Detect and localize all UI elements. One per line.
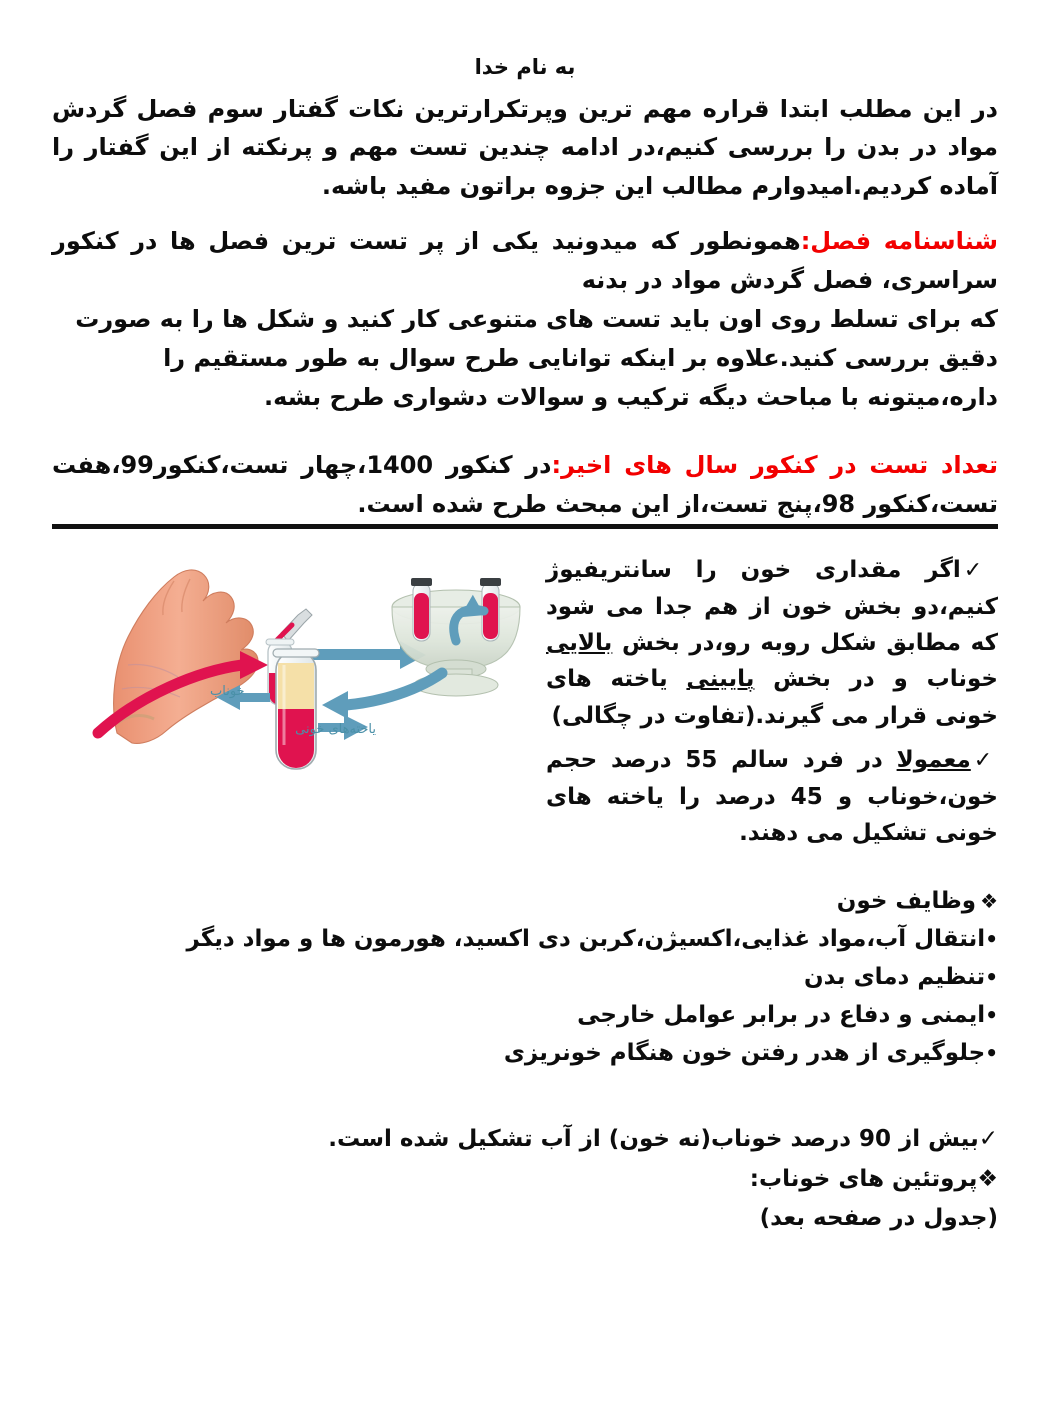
horizontal-divider — [52, 524, 998, 529]
function-item-text: جلوگیری از هدر رفتن خون هنگام خونریزی — [503, 1039, 986, 1066]
next-page-note: (جدول در صفحه بعد) — [759, 1205, 998, 1232]
blood-centrifugation-figure — [70, 545, 540, 780]
function-item-clotting — [52, 1036, 998, 1071]
centrifuge — [392, 578, 520, 696]
plasma-proteins-heading-row — [52, 1162, 998, 1198]
dot-bullet-icon: • — [985, 1002, 998, 1027]
bismillah-title: به نام خدا — [474, 55, 576, 79]
function-item-temperature — [52, 960, 998, 995]
function-item-text: تنظیم دمای بدن — [804, 963, 986, 990]
chapter-identity-body: همونطور که میدونید یکی از پر تست ترین فصل ها در کنکور سراسری، فصل گردش مواد در بدنه — [52, 227, 998, 294]
plasma-water-fact-text: بیش از 90 درصد خوناب(نه خون) از آب تشکیل شده است. — [328, 1126, 979, 1152]
dot-bullet-icon: • — [985, 1040, 998, 1065]
function-item-immunity — [52, 998, 998, 1033]
dot-bullet-icon: • — [985, 964, 998, 989]
functions-heading-row — [52, 884, 998, 919]
test-count-label: تعداد تست در کنکور سال های اخیر: — [551, 451, 998, 479]
check-icon: ✓ — [978, 1126, 998, 1152]
checklist-item-percentages — [546, 742, 998, 851]
blood-functions-list — [52, 884, 998, 1074]
separated-blood-tube — [273, 649, 319, 769]
plasma-label-group — [210, 684, 270, 710]
diamond-bullet-icon: ❖ — [980, 889, 998, 913]
checklist-item-centrifuge — [546, 552, 998, 734]
chk1-seg1: اگر مقداری خون را سانتریفیوژ کنیم،دو بخش خون از هم جدا می شود که مطابق شکل روبه رو،در بخش — [546, 557, 998, 657]
section-test-count — [52, 446, 998, 524]
test-count-body: در کنکور 1400،چهار تست،کنکور99،هفت تست،کنکور 98،پنج تست،از این مبحث طرح شده است. — [52, 451, 998, 518]
plasma-water-fact — [52, 1122, 998, 1158]
chk1-seg4-lower: پایینی — [686, 666, 755, 693]
chapter-identity-tail: که برای تسلط روی اون باید تست های متنوعی کار کنید و شکل ها را به صورت دقیق بررسی کنید.علاوه بر اینکه توانایی طرح سوال به طور مستقیم را داره،میتونه با مباحث دیگه ترکیب و سوالات دشواری طرح بشه. — [75, 304, 998, 411]
plasma-proteins-heading: پروتئین های خوناب: — [749, 1165, 978, 1192]
intro-paragraph: در این مطلب ابتدا قراره مهم ترین وپرتکرارترین نکات گفتار سوم فصل گردش مواد در بدن را بررسی کنیم،در ادامه چندین تست مهم و پرنکته از این گفتار را آماده کردیم.امیدوارم مطالب این جزوه براتون مفید باشه. — [52, 94, 998, 201]
function-item-transport — [52, 922, 998, 957]
diamond-bullet-icon: ❖ — [977, 1165, 998, 1192]
function-item-text: انتقال آب،مواد غذایی،اکسیژن،کربن دی اکسید، هورمون ها و مواد دیگر — [186, 925, 986, 952]
function-item-text: ایمنی و دفاع در برابر عوامل خارجی — [577, 1001, 986, 1028]
check-icon: ✓ — [963, 558, 998, 583]
blue-arrow-to-result — [322, 673, 442, 719]
svg-text:خوناب: خوناب — [210, 684, 245, 699]
intro-block — [52, 52, 998, 206]
chk1-seg2-upper: بالایی — [546, 630, 613, 657]
chk1-seg5: یاخته های خونی قرار می گیرند.(تفاوت در چگالی) — [546, 666, 998, 729]
dot-bullet-icon: • — [985, 926, 998, 951]
chk2-seg1-usually: معمولا — [896, 747, 971, 774]
arm-illustration — [114, 570, 258, 744]
chk1-seg3: خوناب و در بخش — [754, 666, 998, 693]
chapter-identity-line — [52, 222, 998, 300]
chk2-seg2: در فرد سالم 55 درصد حجم خون،خوناب و 45 درصد را یاخته های خونی تشکیل می دهند. — [546, 747, 998, 847]
closing-block — [52, 1122, 998, 1241]
functions-heading: وظایف خون — [836, 888, 977, 914]
section-chapter-identity — [52, 222, 998, 416]
check-icon: ✓ — [973, 748, 999, 774]
test-count-line — [52, 446, 998, 524]
checklist-column — [546, 552, 998, 859]
chapter-identity-label: شناسنامه فصل: — [800, 227, 998, 255]
svg-text:یاخته‌های خونی: یاخته‌های خونی — [295, 722, 376, 737]
